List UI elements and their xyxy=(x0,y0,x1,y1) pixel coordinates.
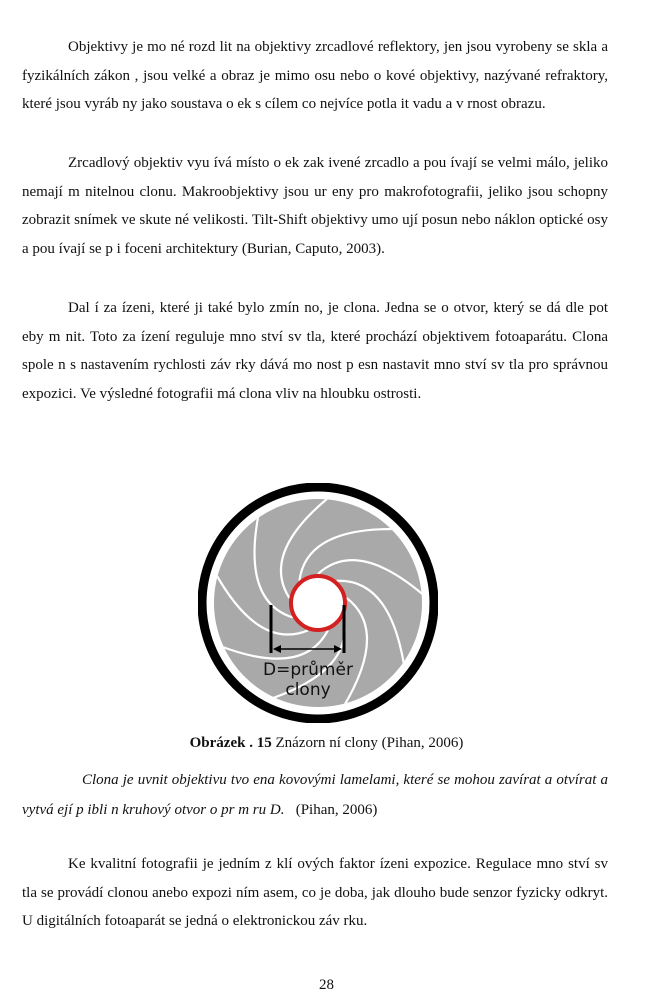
caption-text: Znázorn ní clony (Pihan, 2006) xyxy=(271,735,464,751)
page-number: 28 xyxy=(319,977,334,993)
diameter-label-line1: D=průměr xyxy=(263,660,353,680)
paragraph-aperture xyxy=(22,294,608,408)
paragraph-text: Dal í za ízeni, které ji také bylo zmín no, je clona. Jedna se o otvor, který se dá dle pot eby m nit. Toto za ízení reguluje mno ství sv tla, které prochází objektivem fotoaparátu. Clona spole n s nastavením rychlosti záv rky dává mo nost p esn nastavit mno ství sv tla pro správnou expozici. Ve výsledné fotografii má clona vliv na hloubku ostrosti. xyxy=(22,300,608,402)
figure-caption xyxy=(0,735,653,752)
diameter-label-line2: clony xyxy=(285,680,331,700)
caption-label: Obrázek . 15 xyxy=(189,735,272,751)
figure-note-text: Clona je uvnit objektivu tvo ena kovovými lamelami, které se mohou zavírat a otvírat a vytvá ejí p ibli n kruhový otvor o pr m ru D. xyxy=(22,772,608,818)
aperture-opening xyxy=(291,576,345,630)
paragraph-lens-types xyxy=(22,33,608,119)
paragraph-text: Zrcadlový objektiv vyu ívá místo o ek zak ivené zrcadlo a pou ívají se velmi málo, jeliko nemají m nitelnou clonu. Makroobjektivy jsou ur eny pro makrofotografii, jeliko jsou schopny zobrazit snímek ve skute né velikosti. Tilt-Shift objektivy umo ují posun nebo náklon optické osy a pou ívají se p i foceni architektury (Burian, Caputo, 2003). xyxy=(22,155,608,257)
figure-note xyxy=(22,765,608,825)
paragraph-mirror-lens xyxy=(22,149,608,263)
aperture-diagram xyxy=(198,483,438,723)
figure-note-source: (Pihan, 2006) xyxy=(295,802,378,818)
paragraph-text: Ke kvalitní fotografii je jedním z klí ových faktor ízeni expozice. Regulace mno ství sv tla se provádí clonou anebo expozi ním asem, co je doba, jak dlouho bude senzor fyzicky odkryt. U digitálních fotoaparát se jedná o elektronickou záv rku. xyxy=(22,856,608,930)
paragraph-exposure xyxy=(22,850,608,936)
paragraph-text: Objektivy je mo né rozd lit na objektivy zrcadlové reflektory, jen jsou vyrobeny se skla a fyzikálních zákon , jsou velké a obraz je mimo osu nebo o kové objektivy, nazývané refraktory, které jsou vyráb ny jako soustava o ek s cílem co nejvíce potla it vadu a v rnost obrazu. xyxy=(22,39,608,113)
